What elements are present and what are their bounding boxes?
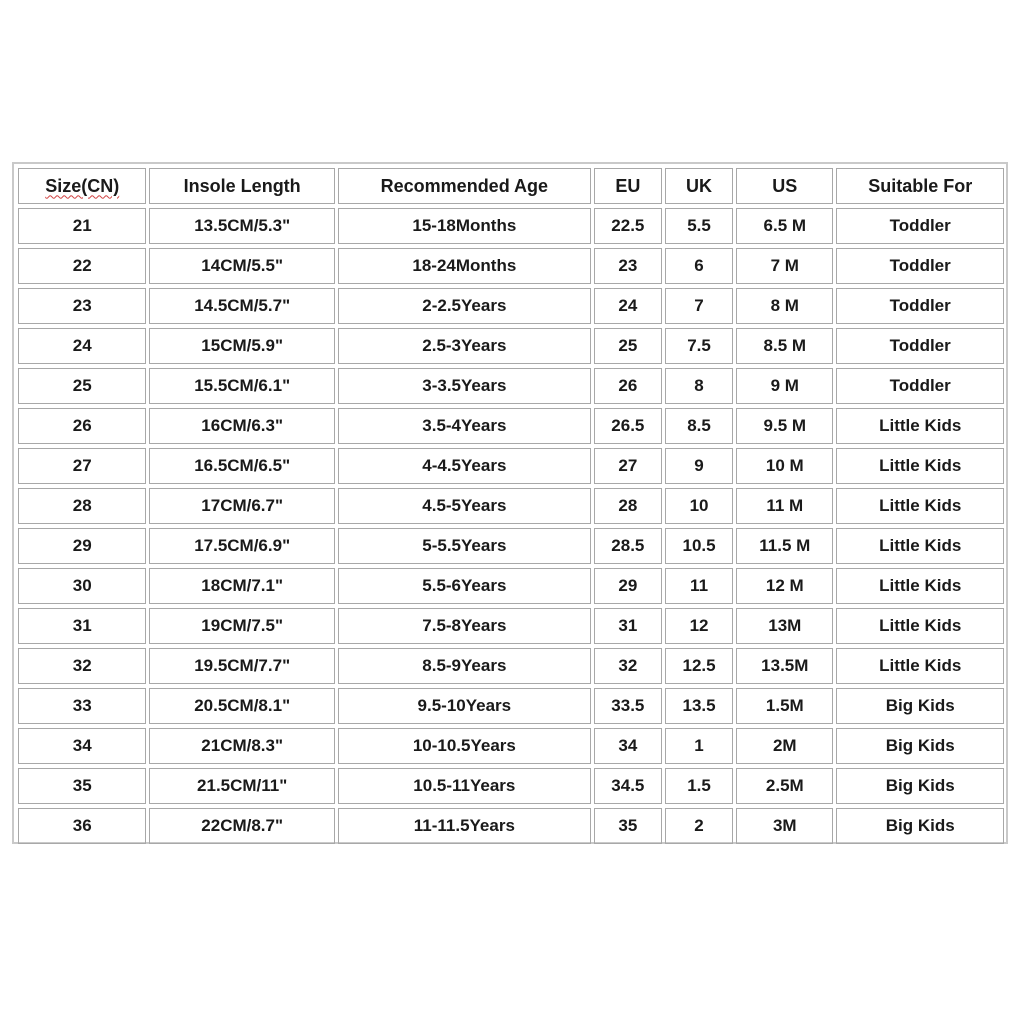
cell-us: 2.5M <box>736 768 833 804</box>
cell-insole-length: 14.5CM/5.7" <box>149 288 335 324</box>
header-insole-length: Insole Length <box>149 168 335 204</box>
cell-recommended-age: 3-3.5Years <box>338 368 591 404</box>
table-body <box>18 208 1004 844</box>
cell-us: 7 M <box>736 248 833 284</box>
cell-size-cn: 34 <box>18 728 146 764</box>
table-row <box>18 408 1004 444</box>
table-row <box>18 728 1004 764</box>
cell-eu: 24 <box>594 288 662 324</box>
cell-size-cn: 24 <box>18 328 146 364</box>
cell-us: 13M <box>736 608 833 644</box>
cell-uk: 10 <box>665 488 733 524</box>
table-row <box>18 688 1004 724</box>
cell-size-cn: 22 <box>18 248 146 284</box>
cell-insole-length: 22CM/8.7" <box>149 808 335 844</box>
cell-size-cn: 33 <box>18 688 146 724</box>
cell-insole-length: 17CM/6.7" <box>149 488 335 524</box>
cell-recommended-age: 5-5.5Years <box>338 528 591 564</box>
cell-suitable-for: Big Kids <box>836 688 1004 724</box>
cell-suitable-for: Little Kids <box>836 648 1004 684</box>
header-recommended-age: Recommended Age <box>338 168 591 204</box>
cell-insole-length: 16CM/6.3" <box>149 408 335 444</box>
cell-uk: 10.5 <box>665 528 733 564</box>
cell-insole-length: 14CM/5.5" <box>149 248 335 284</box>
table-row <box>18 328 1004 364</box>
cell-uk: 8.5 <box>665 408 733 444</box>
cell-uk: 12.5 <box>665 648 733 684</box>
cell-uk: 5.5 <box>665 208 733 244</box>
cell-eu: 34 <box>594 728 662 764</box>
table-row <box>18 368 1004 404</box>
cell-us: 13.5M <box>736 648 833 684</box>
cell-insole-length: 21CM/8.3" <box>149 728 335 764</box>
cell-recommended-age: 15-18Months <box>338 208 591 244</box>
table-row <box>18 488 1004 524</box>
cell-insole-length: 16.5CM/6.5" <box>149 448 335 484</box>
header-uk: UK <box>665 168 733 204</box>
cell-us: 6.5 M <box>736 208 833 244</box>
cell-recommended-age: 3.5-4Years <box>338 408 591 444</box>
cell-suitable-for: Little Kids <box>836 608 1004 644</box>
cell-recommended-age: 10-10.5Years <box>338 728 591 764</box>
cell-us: 11.5 M <box>736 528 833 564</box>
cell-size-cn: 27 <box>18 448 146 484</box>
cell-eu: 26.5 <box>594 408 662 444</box>
cell-uk: 11 <box>665 568 733 604</box>
cell-suitable-for: Little Kids <box>836 408 1004 444</box>
cell-eu: 34.5 <box>594 768 662 804</box>
cell-recommended-age: 2.5-3Years <box>338 328 591 364</box>
cell-eu: 35 <box>594 808 662 844</box>
cell-uk: 12 <box>665 608 733 644</box>
cell-us: 8.5 M <box>736 328 833 364</box>
cell-recommended-age: 7.5-8Years <box>338 608 591 644</box>
cell-size-cn: 21 <box>18 208 146 244</box>
cell-suitable-for: Little Kids <box>836 568 1004 604</box>
cell-insole-length: 19CM/7.5" <box>149 608 335 644</box>
cell-size-cn: 23 <box>18 288 146 324</box>
cell-us: 3M <box>736 808 833 844</box>
cell-suitable-for: Big Kids <box>836 768 1004 804</box>
table-row <box>18 288 1004 324</box>
cell-uk: 2 <box>665 808 733 844</box>
table-row <box>18 568 1004 604</box>
cell-eu: 28.5 <box>594 528 662 564</box>
size-table <box>15 164 1007 848</box>
cell-suitable-for: Toddler <box>836 368 1004 404</box>
header-size-cn-label: Size(CN) <box>45 175 120 196</box>
header-suitable-for: Suitable For <box>836 168 1004 204</box>
cell-size-cn: 36 <box>18 808 146 844</box>
cell-insole-length: 18CM/7.1" <box>149 568 335 604</box>
cell-recommended-age: 18-24Months <box>338 248 591 284</box>
cell-eu: 26 <box>594 368 662 404</box>
cell-size-cn: 30 <box>18 568 146 604</box>
cell-insole-length: 15CM/5.9" <box>149 328 335 364</box>
cell-uk: 6 <box>665 248 733 284</box>
cell-size-cn: 25 <box>18 368 146 404</box>
cell-us: 12 M <box>736 568 833 604</box>
cell-size-cn: 31 <box>18 608 146 644</box>
cell-insole-length: 19.5CM/7.7" <box>149 648 335 684</box>
size-chart <box>12 162 1008 844</box>
cell-recommended-age: 5.5-6Years <box>338 568 591 604</box>
cell-uk: 7 <box>665 288 733 324</box>
cell-insole-length: 17.5CM/6.9" <box>149 528 335 564</box>
cell-us: 9.5 M <box>736 408 833 444</box>
cell-us: 8 M <box>736 288 833 324</box>
cell-size-cn: 29 <box>18 528 146 564</box>
cell-eu: 27 <box>594 448 662 484</box>
cell-uk: 9 <box>665 448 733 484</box>
cell-size-cn: 28 <box>18 488 146 524</box>
cell-uk: 1.5 <box>665 768 733 804</box>
cell-recommended-age: 4.5-5Years <box>338 488 591 524</box>
cell-insole-length: 20.5CM/8.1" <box>149 688 335 724</box>
cell-eu: 32 <box>594 648 662 684</box>
cell-suitable-for: Toddler <box>836 288 1004 324</box>
cell-suitable-for: Big Kids <box>836 728 1004 764</box>
cell-size-cn: 35 <box>18 768 146 804</box>
cell-size-cn: 32 <box>18 648 146 684</box>
cell-eu: 25 <box>594 328 662 364</box>
cell-eu: 33.5 <box>594 688 662 724</box>
cell-eu: 29 <box>594 568 662 604</box>
cell-suitable-for: Big Kids <box>836 808 1004 844</box>
cell-recommended-age: 2-2.5Years <box>338 288 591 324</box>
cell-eu: 31 <box>594 608 662 644</box>
table-row <box>18 208 1004 244</box>
cell-eu: 22.5 <box>594 208 662 244</box>
cell-recommended-age: 8.5-9Years <box>338 648 591 684</box>
header-us: US <box>736 168 833 204</box>
cell-uk: 1 <box>665 728 733 764</box>
header-row <box>18 168 1004 204</box>
cell-us: 10 M <box>736 448 833 484</box>
cell-recommended-age: 10.5-11Years <box>338 768 591 804</box>
table-row <box>18 808 1004 844</box>
cell-suitable-for: Toddler <box>836 208 1004 244</box>
cell-uk: 13.5 <box>665 688 733 724</box>
cell-suitable-for: Little Kids <box>836 448 1004 484</box>
table-row <box>18 248 1004 284</box>
cell-us: 1.5M <box>736 688 833 724</box>
header-eu: EU <box>594 168 662 204</box>
table-row <box>18 648 1004 684</box>
cell-suitable-for: Little Kids <box>836 528 1004 564</box>
cell-suitable-for: Toddler <box>836 248 1004 284</box>
cell-suitable-for: Little Kids <box>836 488 1004 524</box>
table-row <box>18 768 1004 804</box>
cell-recommended-age: 9.5-10Years <box>338 688 591 724</box>
header-size-cn <box>18 168 146 204</box>
table-row <box>18 608 1004 644</box>
cell-uk: 8 <box>665 368 733 404</box>
cell-eu: 23 <box>594 248 662 284</box>
cell-recommended-age: 11-11.5Years <box>338 808 591 844</box>
cell-us: 11 M <box>736 488 833 524</box>
cell-recommended-age: 4-4.5Years <box>338 448 591 484</box>
cell-insole-length: 21.5CM/11" <box>149 768 335 804</box>
cell-us: 9 M <box>736 368 833 404</box>
cell-size-cn: 26 <box>18 408 146 444</box>
table-row <box>18 448 1004 484</box>
cell-insole-length: 15.5CM/6.1" <box>149 368 335 404</box>
cell-uk: 7.5 <box>665 328 733 364</box>
cell-insole-length: 13.5CM/5.3" <box>149 208 335 244</box>
cell-eu: 28 <box>594 488 662 524</box>
cell-suitable-for: Toddler <box>836 328 1004 364</box>
table-row <box>18 528 1004 564</box>
cell-us: 2M <box>736 728 833 764</box>
